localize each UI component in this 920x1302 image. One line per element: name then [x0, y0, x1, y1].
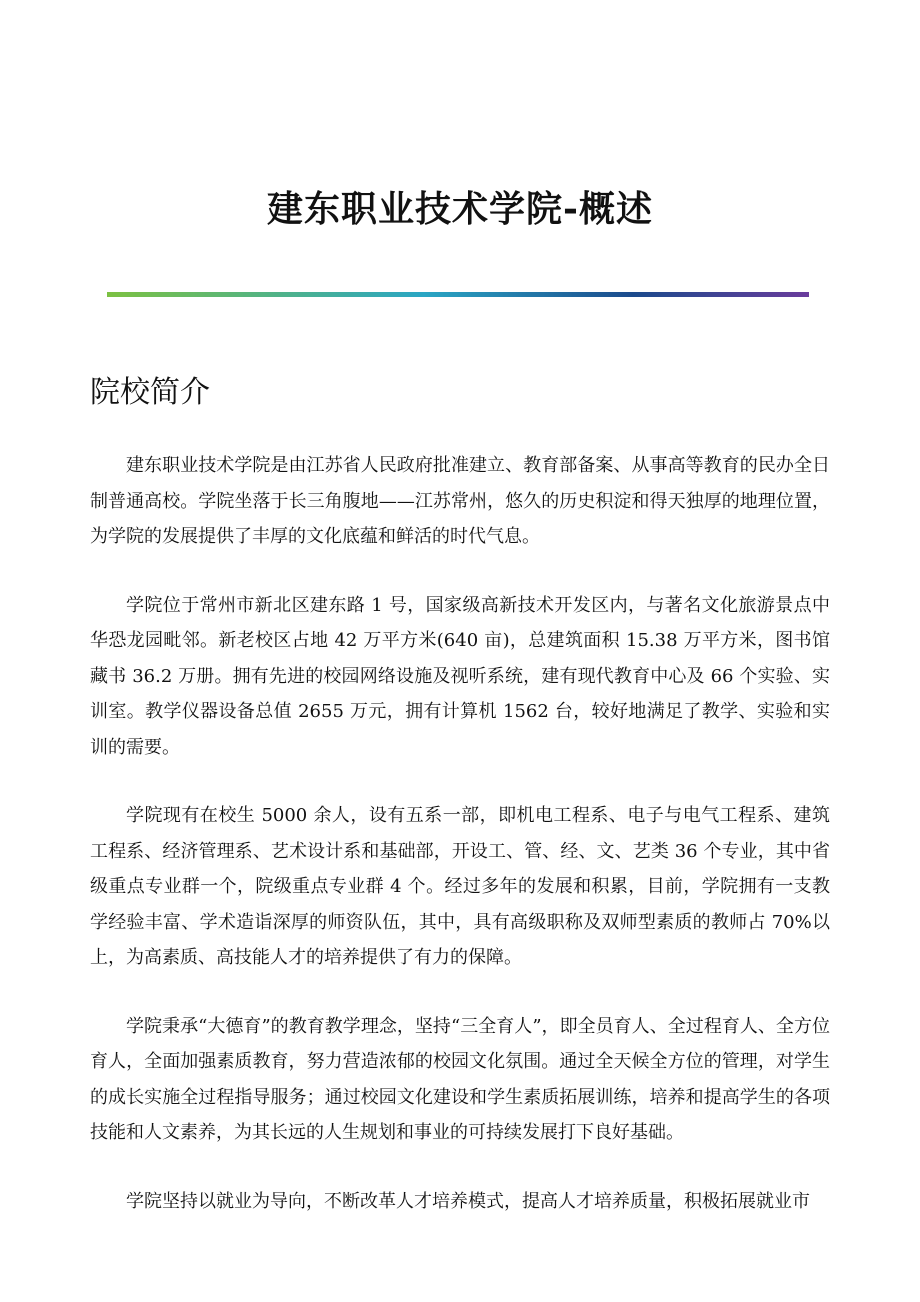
body-content — [90, 448, 830, 1252]
paragraph-students-faculty: 学院现有在校生 5000 余人，设有五系一部，即机电工程系、电子与电气工程系、建筑工程系、经济管理系、艺术设计系和基础部，开设工、管、经、文、艺类 36 个专业，其中省级重点专业群一个，院级重点专业群 4 个。经过多年的发展和积累，目前，学院拥有一支教学经验丰富、学术造诣深厚的师资队伍，其中，具有高级职称及双师型素质的教师占 70%以上，为高素质、高技能人才的培养提供了有力的保障。 — [90, 805, 830, 968]
gradient-divider — [107, 292, 809, 297]
paragraph-intro: 建东职业技术学院是由江苏省人民政府批准建立、教育部备案、从事高等教育的民办全日制普通高校。学院坐落于长三角腹地——江苏常州，悠久的历史积淀和得天独厚的地理位置，为学院的发展提供了丰厚的文化底蕴和鲜活的时代气息。 — [90, 455, 830, 547]
section-heading: 院校简介 — [90, 375, 210, 410]
paragraph-campus: 学院位于常州市新北区建东路 1 号，国家级高新技术开发区内，与著名文化旅游景点中华恐龙园毗邻。新老校区占地 42 万平方米(640 亩)，总建筑面积 15.38 万平方米，图书馆藏书 36.2 万册。拥有先进的校园网络设施及视听系统，建有现代教育中心及 66 个实验、实训室。教学仪器设备总值 2655 万元，拥有计算机 1562 台，较好地满足了教学、实验和实训的需要。 — [90, 594, 830, 758]
paragraph-employment: 学院坚持以就业为导向，不断改革人才培养模式，提高人才培养质量，积极拓展就业市 — [126, 1190, 810, 1212]
document-title: 建东职业技术学院-概述 — [267, 188, 653, 230]
paragraph-education-philosophy: 学院秉承“大德育”的教育教学理念，坚持“三全育人”，即全员育人、全过程育人、全方位育人，全面加强素质教育，努力营造浓郁的校园文化氛围。通过全天候全方位的管理，对学生的成长实施全过程指导服务；通过校园文化建设和学生素质拓展训练，培养和提高学生的各项技能和人文素养，为其长远的人生规划和事业的可持续发展打下良好基础。 — [90, 1015, 830, 1143]
